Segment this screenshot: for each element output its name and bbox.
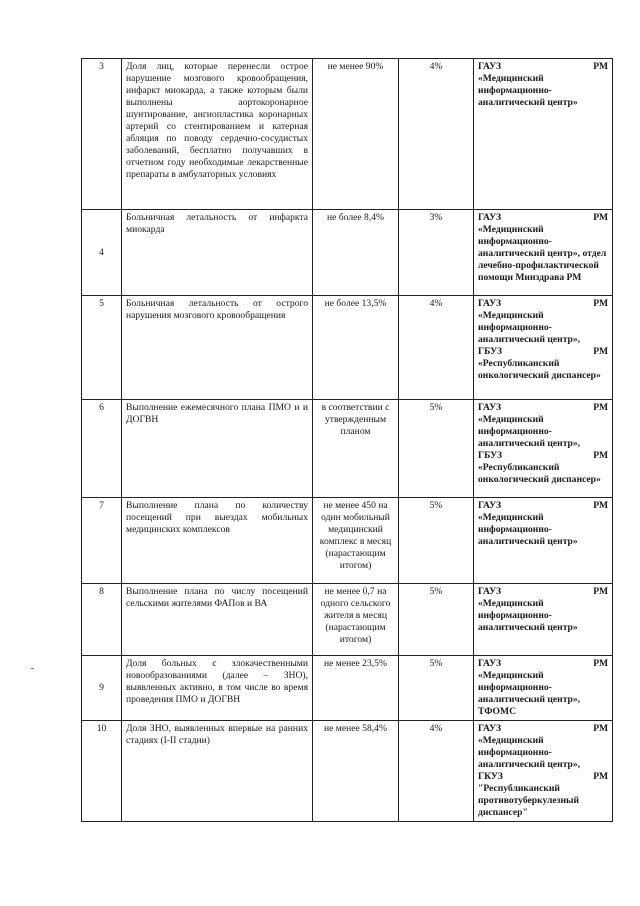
org-region: РМ xyxy=(593,61,608,72)
org-region: РМ xyxy=(593,658,608,669)
indicator-name: Выполнение плана по числу посещений сельскими жителями ФАПов и ВА xyxy=(122,584,313,656)
responsible-organization xyxy=(474,721,613,822)
weight-value: 4% xyxy=(399,721,474,822)
row-number: 3 xyxy=(82,59,122,210)
weight-value: 3% xyxy=(399,210,474,296)
org-line xyxy=(478,658,608,670)
org-line xyxy=(478,298,608,310)
org-region: РМ xyxy=(593,402,608,413)
org-type: ГКУЗ xyxy=(478,771,503,782)
target-value: не более 13,5% xyxy=(313,296,399,400)
org-region: РМ xyxy=(593,450,608,461)
org-name: «Республиканский онкологический диспансер» xyxy=(478,462,601,485)
org-line xyxy=(478,586,608,598)
org-line xyxy=(478,346,608,358)
org-type: ГБУЗ xyxy=(478,450,503,461)
org-name: «Республиканский онкологический диспансер» xyxy=(478,358,601,381)
org-name: «Медицинский информационно-аналитический центр», ТФОМС xyxy=(478,670,581,717)
org-region: РМ xyxy=(593,586,608,597)
table-row xyxy=(82,210,613,296)
org-type: ГАУЗ xyxy=(478,402,502,413)
org-type: ГАУЗ xyxy=(478,658,502,669)
org-region: РМ xyxy=(593,298,608,309)
responsible-organization xyxy=(474,584,613,656)
table-row xyxy=(82,498,613,584)
org-line xyxy=(478,212,608,224)
table-row xyxy=(82,584,613,656)
indicator-name: Выполнение плана по количеству посещений при выездах мобильных медицинских комплексов xyxy=(122,498,313,584)
weight-value: 5% xyxy=(399,656,474,721)
row-number: 10 xyxy=(82,721,122,822)
weight-value: 5% xyxy=(399,498,474,584)
target-value: не более 8,4% xyxy=(313,210,399,296)
indicator-name: Больничная летальность от инфаркта миокарда xyxy=(122,210,313,296)
indicators-table-body xyxy=(82,59,613,822)
org-line xyxy=(478,771,608,783)
margin-mark xyxy=(31,668,34,669)
org-region: РМ xyxy=(593,212,608,223)
org-name: «Медицинский информационно-аналитический центр» xyxy=(478,598,578,633)
responsible-organization xyxy=(474,400,613,498)
org-name: "Республиканский противотуберкулезный диспансер" xyxy=(478,783,580,818)
org-type: ГАУЗ xyxy=(478,61,502,72)
weight-value: 5% xyxy=(399,584,474,656)
org-region: РМ xyxy=(593,346,608,357)
weight-value: 5% xyxy=(399,400,474,498)
org-line xyxy=(478,500,608,512)
target-value: не менее 0,7 на одного сельского жителя в месяц (нарастающим итогом) xyxy=(313,584,399,656)
org-type: ГАУЗ xyxy=(478,586,502,597)
indicator-name: Доля больных с злокачественными новообразованиями (далее – ЗНО), выявленных активно, в том числе во время проведения ПМО и ДОГВН xyxy=(122,656,313,721)
org-type: ГАУЗ xyxy=(478,723,502,734)
responsible-organization xyxy=(474,498,613,584)
org-type: ГАУЗ xyxy=(478,500,502,511)
responsible-organization xyxy=(474,296,613,400)
org-line xyxy=(478,450,608,462)
org-region: РМ xyxy=(593,500,608,511)
org-region: РМ xyxy=(593,771,608,782)
indicators-table xyxy=(81,58,613,822)
org-line xyxy=(478,402,608,414)
row-number: 6 xyxy=(82,400,122,498)
row-number: 8 xyxy=(82,584,122,656)
row-number: 9 xyxy=(82,656,122,721)
indicator-name: Больничная летальность от острого нарушения мозгового кровообращения xyxy=(122,296,313,400)
org-name: «Медицинский информационно-аналитический центр» xyxy=(478,73,578,108)
responsible-organization xyxy=(474,656,613,721)
org-region: РМ xyxy=(593,723,608,734)
indicator-name: Доля лиц, которые перенесли острое нарушение мозгового кровообращения, инфаркт миокарда, а также которым были выполнены аортокоронарное шунтирование, ангиопластика коронарных артерий со стентированием и катерная абляция по поводу сердечно-сосудистых заболеваний, бесплатно получавших в отчетном году необходимые лекарственные препараты в амбулаторных условиях xyxy=(122,59,313,210)
indicator-name: Доля ЗНО, выявленных впервые на ранних стадиях (I-II стадии) xyxy=(122,721,313,822)
table-row xyxy=(82,296,613,400)
target-value: не менее 90% xyxy=(313,59,399,210)
org-type: ГАУЗ xyxy=(478,298,502,309)
org-name: «Медицинский информационно-аналитический центр», отдел лечебно-профилактической помощи Минздрава РМ xyxy=(478,224,607,283)
row-number: 4 xyxy=(82,210,122,296)
org-name: «Медицинский информационно-аналитический центр» xyxy=(478,512,578,547)
table-row xyxy=(82,721,613,822)
responsible-organization xyxy=(474,59,613,210)
row-number: 5 xyxy=(82,296,122,400)
weight-value: 4% xyxy=(399,59,474,210)
responsible-organization xyxy=(474,210,613,296)
target-value: не менее 23,5% xyxy=(313,656,399,721)
table-row xyxy=(82,656,613,721)
org-name: «Медицинский информационно-аналитический центр», xyxy=(478,310,581,345)
org-type: ГБУЗ xyxy=(478,346,503,357)
target-value: не менее 58,4% xyxy=(313,721,399,822)
row-number: 7 xyxy=(82,498,122,584)
org-name: «Медицинский информационно-аналитический центр», xyxy=(478,414,581,449)
org-type: ГАУЗ xyxy=(478,212,502,223)
org-line xyxy=(478,723,608,735)
indicator-name: Выполнение ежемесячного плана ПМО и и ДОГВН xyxy=(122,400,313,498)
target-value: не менее 450 на один мобильный медицинский комплекс в месяц (нарастающим итогом) xyxy=(313,498,399,584)
org-name: «Медицинский информационно-аналитический центр», xyxy=(478,735,581,770)
target-value: в соответствии с утвержденным планом xyxy=(313,400,399,498)
org-line xyxy=(478,61,608,73)
table-row xyxy=(82,59,613,210)
table-row xyxy=(82,400,613,498)
weight-value: 4% xyxy=(399,296,474,400)
